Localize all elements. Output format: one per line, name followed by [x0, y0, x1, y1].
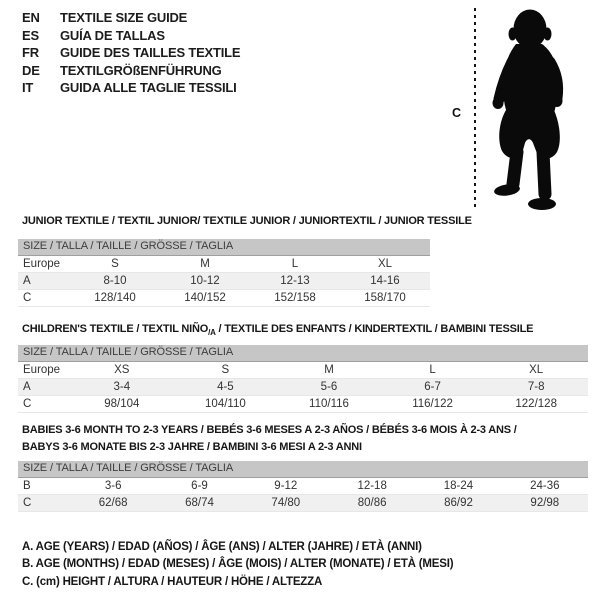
table-row — [18, 272, 430, 289]
footnote-age-years: A. AGE (YEARS) / EDAD (AÑOS) / ÂGE (ANS) / ALTER (JAHRE) / ETÀ (ANNI) — [22, 541, 422, 553]
table-row — [18, 289, 430, 306]
heading-text: / TEXTILE DES ENFANTS / KINDERTEXTIL / BAMBINI TESSILE — [215, 323, 534, 335]
size-cell: 6-9 — [156, 477, 242, 494]
guide-title: GUIDA ALLE TAGLIE TESSILI — [60, 80, 237, 95]
size-cell: 110/116 — [277, 395, 381, 412]
row-label: C — [18, 289, 70, 306]
guide-title: GUIDE DES TAILLES TEXTILE — [60, 45, 241, 60]
children-size-table — [18, 345, 588, 413]
babies-size-table — [18, 461, 588, 512]
size-header-bar: SIZE / TALLA / TAILLE / GRÖSSE / TAGLIA — [18, 461, 588, 477]
size-cell: 5-6 — [277, 378, 381, 395]
language-code: DE — [22, 62, 40, 78]
list-item — [22, 79, 240, 97]
dotted-measure-line — [474, 8, 476, 209]
size-cell: 24-36 — [502, 477, 588, 494]
row-label: Europe — [18, 361, 70, 378]
size-cell: 6-7 — [381, 378, 485, 395]
size-cell: 3-4 — [70, 378, 174, 395]
table-row — [18, 395, 588, 412]
size-cell: 18-24 — [415, 477, 501, 494]
size-cell: 128/140 — [70, 289, 160, 306]
size-cell: M — [160, 255, 250, 272]
list-item — [22, 44, 240, 62]
heading-subscript: /A — [208, 328, 216, 338]
size-cell: 86/92 — [415, 494, 501, 511]
row-label: C — [18, 395, 70, 412]
row-label: Europe — [18, 255, 70, 272]
size-cell: 98/104 — [70, 395, 174, 412]
height-measure-label: C — [452, 106, 462, 120]
size-cell: 3-6 — [70, 477, 156, 494]
size-cell: 68/74 — [156, 494, 242, 511]
size-cell: XS — [70, 361, 174, 378]
list-item — [22, 9, 240, 27]
size-cell: 10-12 — [160, 272, 250, 289]
section-heading-children — [22, 321, 533, 341]
guide-title: GUÍA DE TALLAS — [60, 27, 165, 43]
size-cell: 74/80 — [243, 494, 329, 511]
row-label: B — [18, 477, 70, 494]
heading-line: BABYS 3-6 MONATE BIS 2-3 JAHRE / BAMBINI 3-6 MESI A 2-3 ANNI — [22, 441, 362, 453]
size-cell: 92/98 — [502, 494, 588, 511]
table-row — [18, 345, 588, 361]
size-cell: XL — [340, 255, 430, 272]
size-cell: 9-12 — [243, 477, 329, 494]
heading-line: BABIES 3-6 MONTH TO 2-3 YEARS / BEBÉS 3-6 MESES A 2-3 AÑOS / BÉBÉS 3-6 MOIS À 2-3 ANS / — [22, 424, 517, 436]
size-cell: 80/86 — [329, 494, 415, 511]
guide-title: TEXTILGRÖßENFÜHRUNG — [60, 62, 222, 78]
size-cell: 12-18 — [329, 477, 415, 494]
size-cell: 8-10 — [70, 272, 160, 289]
size-cell: 14-16 — [340, 272, 430, 289]
language-code: IT — [22, 80, 34, 95]
baby-silhouette-icon — [482, 6, 582, 212]
size-cell: L — [381, 361, 485, 378]
table-row — [18, 255, 430, 272]
language-title-list — [22, 9, 240, 97]
size-cell: S — [70, 255, 160, 272]
legend-footnotes — [22, 539, 453, 591]
size-cell: XL — [484, 361, 588, 378]
row-label: A — [18, 378, 70, 395]
size-cell: S — [174, 361, 278, 378]
table-row — [18, 461, 588, 477]
table-row — [18, 239, 430, 255]
row-label: A — [18, 272, 70, 289]
table-row — [18, 378, 588, 395]
row-label: C — [18, 494, 70, 511]
size-cell: L — [250, 255, 340, 272]
table-row — [18, 494, 588, 511]
footnote-age-months: B. AGE (MONTHS) / EDAD (MESES) / ÂGE (MOIS) / ALTER (MONATE) / ETÀ (MESI) — [22, 558, 454, 571]
junior-size-table — [18, 239, 430, 307]
language-code: ES — [22, 27, 39, 43]
size-cell: 140/152 — [160, 289, 250, 306]
section-heading-babies — [22, 422, 517, 456]
footnote-height: C. (cm) HEIGHT / ALTURA / HAUTEUR / HÖHE / ALTEZZA — [22, 575, 323, 588]
baby-figure — [452, 6, 587, 216]
size-cell: 116/122 — [381, 395, 485, 412]
language-code: EN — [22, 10, 40, 25]
table-row — [18, 477, 588, 494]
size-cell: M — [277, 361, 381, 378]
section-heading-junior: JUNIOR TEXTILE / TEXTIL JUNIOR/ TEXTILE JUNIOR / JUNIORTEXTIL / JUNIOR TESSILE — [22, 215, 472, 227]
table-row — [18, 361, 588, 378]
size-cell: 4-5 — [174, 378, 278, 395]
heading-text: CHILDREN'S TEXTILE / TEXTIL NIÑO — [22, 323, 209, 335]
size-cell: 158/170 — [340, 289, 430, 306]
guide-title: TEXTILE SIZE GUIDE — [60, 10, 188, 25]
size-header-bar: SIZE / TALLA / TAILLE / GRÖSSE / TAGLIA — [18, 239, 430, 255]
size-cell: 104/110 — [174, 395, 278, 412]
size-cell: 7-8 — [484, 378, 588, 395]
language-code: FR — [22, 45, 39, 60]
size-cell: 12-13 — [250, 272, 340, 289]
size-cell: 122/128 — [484, 395, 588, 412]
list-item — [22, 27, 240, 45]
size-cell: 152/158 — [250, 289, 340, 306]
size-cell: 62/68 — [70, 494, 156, 511]
size-header-bar: SIZE / TALLA / TAILLE / GRÖSSE / TAGLIA — [18, 345, 588, 361]
list-item — [22, 62, 240, 80]
